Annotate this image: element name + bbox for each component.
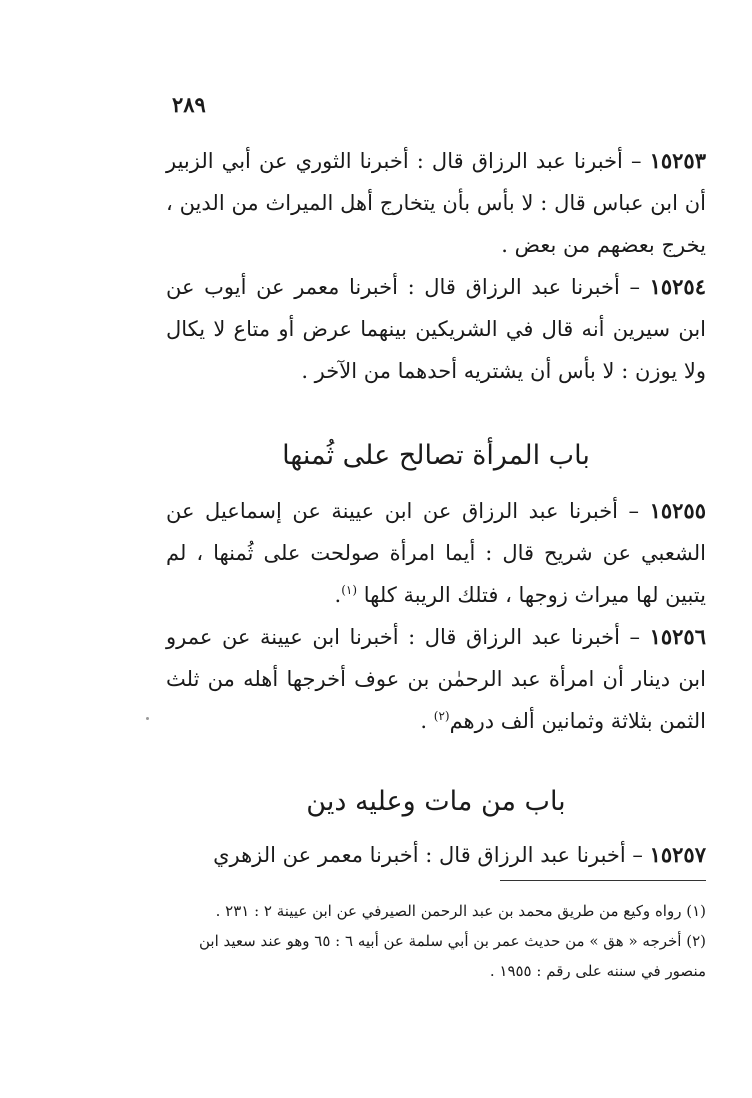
- footnotes: [170, 896, 706, 986]
- hadith-15256: [166, 616, 706, 742]
- hadith-text: – أخبرنا عبد الرزاق عن ابن عيينة عن إسماعيل عن الشعبي عن شريح قال : أيما امرأة صولحت على ثُمنها ، لم يتبين لها ميراث زوجها ، فتلك الريبة كلها: [166, 499, 706, 607]
- hadith-15257: [166, 834, 706, 876]
- footnote-divider: [500, 880, 706, 881]
- hadith-text: – أخبرنا عبد الرزاق قال : أخبرنا معمر عن الزهري: [213, 843, 650, 867]
- chapter-heading: باب المرأة تصالح على ثُمنها: [282, 440, 590, 471]
- hadith-15254: [166, 266, 706, 392]
- hadith-number: ١٥٢٥٤: [649, 274, 706, 299]
- footnote-ref[interactable]: (٢): [433, 709, 450, 723]
- hadith-number: ١٥٢٥٦: [649, 624, 706, 649]
- hadith-15255: [166, 490, 706, 616]
- hadith-text-end: .: [334, 583, 342, 607]
- hadith-number: ١٥٢٥٥: [649, 498, 706, 523]
- hadith-number: ١٥٢٥٣: [649, 148, 706, 173]
- footnote-2: (٢) أخرجه « هق » من حديث عمر بن أبي سلمة عن أبيه ٦ : ٦٥ وهو عند سعيد ابن منصور في سننه على رقم : ١٩٥٥ .: [198, 932, 706, 980]
- scan-speck: [146, 717, 149, 720]
- hadith-number: ١٥٢٥٧: [649, 842, 706, 867]
- chapter-heading: باب من مات وعليه دين: [306, 786, 566, 817]
- hadith-15253: [166, 140, 706, 266]
- page-number: ٢٨٩: [172, 92, 206, 117]
- hadith-text: – أخبرنا عبد الرزاق قال : أخبرنا ابن عيينة عن عمرو ابن دينار أن امرأة عبد الرحمٰن بن عوف أخرجها أهله من ثلث الثمن بثلاثة وثمانين ألف درهم: [166, 625, 706, 733]
- footnote-1: (١) رواه وكيع من طريق محمد بن عبد الرحمن الصيرفي عن ابن عيينة ٢ : ٢٣١ .: [215, 902, 706, 920]
- hadith-text: – أخبرنا عبد الرزاق قال : أخبرنا معمر عن أيوب عن ابن سيرين أنه قال في الشريكين بينهما عرض أو متاع لا يكال ولا يوزن : لا بأس أن يشتريه أحدهما من الآخر .: [166, 275, 706, 383]
- footnote-ref[interactable]: (١): [341, 583, 358, 597]
- hadith-text-end: .: [420, 709, 434, 733]
- hadith-text: – أخبرنا عبد الرزاق قال : أخبرنا الثوري عن أبي الزبير أن ابن عباس قال : لا بأس بأن يتخارج أهل الميراث من الدين ، يخرج بعضهم من بعض .: [166, 149, 706, 257]
